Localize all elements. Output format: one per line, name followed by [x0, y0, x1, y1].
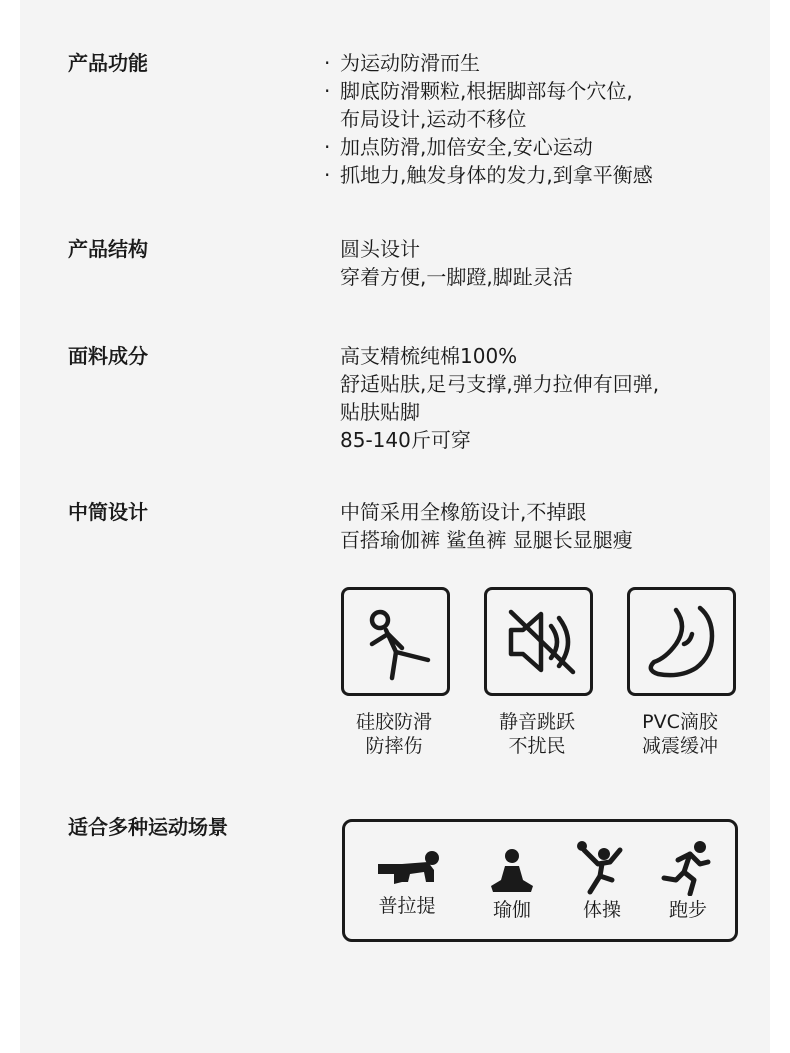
feature-caption-line: 防摔伤 [365, 735, 423, 757]
structure-text: 穿着方便,一脚蹬,脚趾灵活 [340, 265, 573, 289]
section-title-material: 面料成分 [68, 344, 148, 368]
section-title-tube: 中筒设计 [68, 500, 148, 524]
structure-text: 圆头设计 [340, 237, 420, 261]
sport-item-pilates [362, 848, 452, 918]
function-text: 为运动防滑而生 [340, 51, 480, 75]
material-text: 高支精梳纯棉100% [340, 344, 518, 368]
tube-text: 中简采用全橡筋设计,不掉跟 [340, 500, 587, 524]
sport-label: 瑜伽 [492, 899, 531, 921]
sport-item-running [643, 840, 733, 922]
mute-speaker-icon [487, 590, 590, 693]
bullet-dot: · [324, 51, 331, 75]
feature-box-silent [484, 587, 593, 696]
function-item-continued [340, 105, 653, 133]
running-icon [660, 840, 716, 896]
feature-caption-line: PVC滴胶 [642, 711, 718, 733]
function-item [324, 77, 653, 105]
feature-box-anti-slip [341, 587, 450, 696]
sport-label: 跑步 [668, 899, 707, 921]
feature-box-cushion [627, 587, 736, 696]
pilates-icon [372, 848, 442, 892]
scenes-box [342, 819, 738, 942]
function-list [324, 49, 653, 189]
function-text: 加点防滑,加倍安全,安心运动 [340, 135, 593, 159]
bullet-dot: · [324, 135, 331, 159]
section-title-function: 产品功能 [68, 51, 148, 75]
bullet-dot: · [324, 163, 331, 187]
material-text: 85-140斤可穿 [340, 428, 471, 452]
slip-figure-icon [344, 590, 447, 693]
yoga-icon [487, 848, 537, 896]
feature-caption-silent [472, 710, 602, 758]
feature-caption-anti-slip [329, 710, 459, 758]
sport-item-yoga [467, 848, 557, 922]
bullet-dot: · [324, 79, 331, 103]
section-title-scenes: 适合多种运动场景 [68, 815, 228, 839]
section-title-structure: 产品结构 [68, 237, 148, 261]
material-list [340, 342, 659, 454]
page-panel [20, 0, 770, 1053]
foot-icon [630, 590, 733, 693]
function-text: 布局设计,运动不移位 [340, 107, 527, 131]
function-item [324, 161, 653, 189]
function-text: 抓地力,触发身体的发力,到拿平衡感 [340, 163, 653, 187]
feature-caption-line: 静音跳跃 [498, 711, 575, 733]
function-text: 脚底防滑颗粒,根据脚部每个穴位, [340, 79, 633, 103]
feature-caption-cushion [615, 710, 745, 758]
tube-list [340, 498, 633, 554]
sport-label: 普拉提 [378, 895, 436, 917]
material-text: 舒适贴肤,足弓支撑,弹力拉伸有回弹, [340, 372, 660, 396]
sport-item-gymnastics [557, 840, 647, 922]
function-item [324, 133, 653, 161]
structure-list [340, 235, 573, 291]
feature-caption-line: 硅胶防滑 [355, 711, 432, 733]
sport-label: 体操 [582, 899, 621, 921]
gymnastics-icon [574, 840, 630, 896]
feature-caption-line: 不扰民 [508, 735, 566, 757]
tube-text: 百搭瑜伽裤 鲨鱼裤 显腿长显腿瘦 [340, 528, 633, 552]
material-text: 贴肤贴脚 [340, 400, 420, 424]
feature-caption-line: 减震缓冲 [641, 735, 718, 757]
function-item [324, 49, 653, 77]
